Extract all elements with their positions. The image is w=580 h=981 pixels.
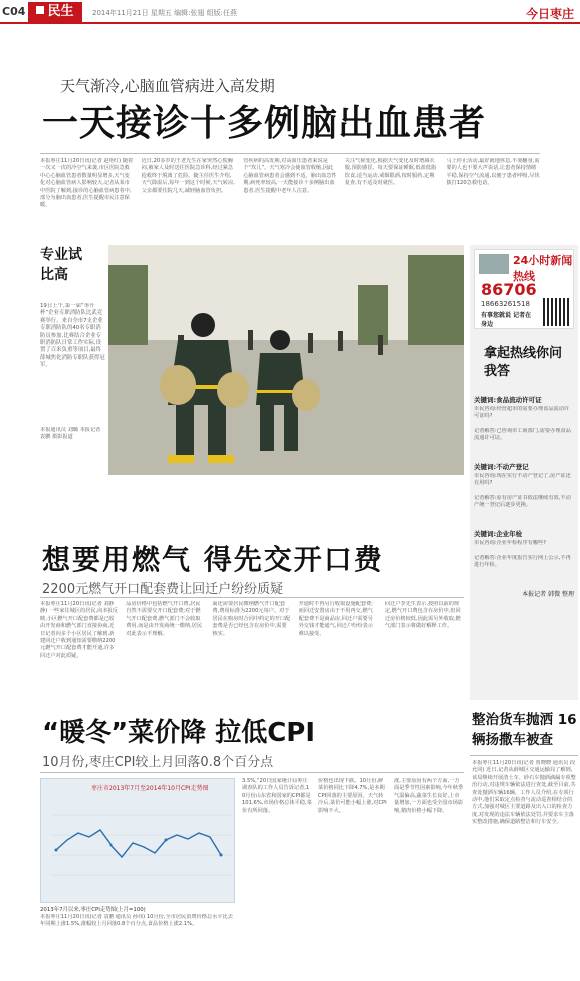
story2-col-4: 开通时不再另行收取设施配套费;而回迁安置房由于不用再交,燃气配套费不是商品房,回迁户需要另外交钱才能通气,回迁户纷纷表示难以接受。 bbox=[298, 601, 373, 637]
photo-title: 专业试比高 bbox=[40, 247, 82, 283]
story1-body bbox=[40, 158, 540, 236]
qa-key-3: 关键词:企业年检 bbox=[474, 530, 523, 538]
cpi-chart bbox=[40, 778, 235, 903]
story2-subhead: 2200元燃气开口配套费让回迁户纷纷质疑 bbox=[42, 582, 284, 597]
story4-headline: 整治货车抛洒 16辆扬撒车被查 bbox=[472, 712, 577, 748]
section-label: 民生 bbox=[28, 2, 82, 22]
hotline-card bbox=[474, 249, 574, 329]
qa-a-1: 记者解答:已咨询市工商部门,需要办理食品流通许可证。 bbox=[474, 428, 571, 442]
newspaper-brand: 今日枣庄 bbox=[525, 7, 574, 21]
qa-key-1: 关键词:食品流动许可证 bbox=[474, 396, 542, 404]
hotline-badge: 24小时新闻热线 bbox=[513, 254, 573, 283]
story3-headline: “暖冬”菜价降 拉低CPI bbox=[42, 718, 316, 748]
story2-col-2: 品房价格中包括燃气开口费,居民自然不需要交开口配套费;对于燃气开口配套费,燃气部门不会收取费用,而是由开发商统一缴纳,居民对此表示不理解。 bbox=[126, 601, 203, 637]
photo-firefighters bbox=[108, 245, 464, 475]
page-number: C04 bbox=[2, 5, 26, 18]
story2-body bbox=[40, 601, 464, 691]
story1-col-5: 马上停止活动,最好就地休息,不要翻身,需要的人也不要大声说话,让患者保持情绪平稳,保持空气流通,以便于患者呼吸,尽快拨打120急救电话。 bbox=[446, 158, 540, 187]
story2-headline: 想要用燃气 得先交开口费 bbox=[42, 543, 384, 576]
story4-body: 本报枣庄11月20日讯(记者 贾晓晓 通讯员 段允同) 近日,记者从薛城区交通运输局了解到,该局继续开展渣土车、砂石车抛洒滴漏专项整治行动,对违规车辆依法进行查处,截至目前,共查处抛洒车辆16辆。工作人员介绍,在专项行动中,他们采取定点检查与流动巡查相结合的方式,加强对城区主要道路及出入口的检查力度,对发现的违法车辆依法处罚,并要求车主落实整改措施,确保道路整洁和行车安全。 bbox=[472, 760, 576, 826]
van-icon bbox=[479, 254, 509, 274]
story3-col-3: 价格也出现下跌。10月份,鲜菜价格同比下降4.7%,是本期CPI回落的主要原因。天气转冷后,菜价可能小幅上涨,对CPI影响不大。 bbox=[318, 778, 387, 814]
photo-credit: 本报通讯员 刘璐 本报记者 袁鹏 摄影报道 bbox=[40, 427, 101, 441]
story2-col-3: 面还需要居民缴纳燃气开口配套费,费用标准为2200元每户。对于居民在购房时合同中约定的开口配套费是否已经包含在房价中,需要核实。 bbox=[212, 601, 291, 637]
story1-col-1: 本报枣庄11月20日讯(记者 赵艳红) 随着一次又一次的冷空气来袭,市区医院急救中心心脑血管患者数量明显增多,天气变化对心脑血管病人影响较大,记者从某市中医院了解到,接诊的心脑血管病患者中,部分为脑出血患者,医生提醒市民注意保暖。 bbox=[40, 158, 134, 209]
qa-key-2: 关键词:不动产登记 bbox=[474, 463, 529, 471]
story1-col-4: 关注气候变化,根据天气变化及时增减衣服,预防感冒。每天要保证睡眠,低盐低脂饮食,适当运动,戒烟限酒,按时服药,定期复查,有不适及时就医。 bbox=[344, 158, 437, 187]
story3-body bbox=[242, 778, 464, 963]
photo-caption: 19日上午,第一届“枣升杯”企业专职消防队比武竞赛举行。来自全市7支企业专职消防队的40名专职消防员参加,比赛结合企业专职消防队日常工作实际,设置了百米负重等项目,最终薛城焦化消防专职队获得冠军。 bbox=[40, 303, 105, 369]
hotline-mobile[interactable]: 18663261518 bbox=[481, 300, 530, 308]
issue-meta: 2014年11月21日 星期五 编辑:张翅 组版:任燕 bbox=[92, 9, 238, 17]
story1-kicker: 天气渐冷,心脑血管病进入高发期 bbox=[60, 77, 275, 95]
story2-col-5: 回迁户李先生表示,按照以前的规定,燃气开口费包含在房价中,但回迁房价格较低,因此需另外收取,燃气部门表示将做好解释工作。 bbox=[384, 601, 461, 630]
hotline-slogan: 有事您就说 记者在身边 bbox=[481, 312, 532, 328]
qa-a-3: 记者解答:企业年度报告实行网上公示,不再进行年检。 bbox=[474, 555, 571, 569]
qa-q-3: 市民咨询:企业年检程序有哪些? bbox=[474, 540, 546, 546]
hotline-credit: 本报记者 韩微 整理 bbox=[522, 591, 574, 598]
story3-col-4: 涨,主要原因有两个方面,一方面是季节性因素影响,今年秋季气温偏高,蔬菜生长良好,上市量增加,一方面也受全国市场影响,猪肉价格小幅下降。 bbox=[394, 778, 464, 814]
qa-a-2: 记者解答:原有房产证书依法继续有效,不动产统一登记后逐步更换。 bbox=[474, 495, 571, 509]
hotline-title: 拿起热线你问我答 bbox=[484, 346, 563, 379]
story3-col-1: 本报枣庄11月20日讯(记者 袁鹏 通讯员 孙伟) 10月份,全市居民消费价格总水平比去年同期上涨1.5%,涨幅较上月回落0.8个百分点,食品价格上涨2.1%。 bbox=[40, 914, 233, 928]
page-header bbox=[0, 0, 580, 24]
hotline-sidebar bbox=[470, 245, 578, 700]
qr-code-icon bbox=[543, 298, 571, 326]
hotline-phone[interactable]: 86706 bbox=[481, 280, 537, 299]
qa-q-1: 市民咨询:经营超市的需要办理食品流动许可证吗? bbox=[474, 406, 570, 420]
story3-col-2: 3.5%,“20日国家统计局枣庄调查队的工作人员告诉记者,10月份山东省和国家的CPI都是101.6%,市场价格总体平稳,菜价有所回落。 bbox=[242, 778, 312, 814]
story1-col-3: 管疾病的高发期,对高血压患者来说是个“坎儿”。天气寒冷会使血管收缩,因此心脑血管病患者会感到不适。脑出血急性期,病死率较高,一天能接诊十多例脑出血患者,医生提醒中老年人注意。 bbox=[243, 158, 337, 194]
qa-q-2: 市民咨询:现在实行不动产登记了,房产证还有用吗? bbox=[474, 473, 571, 487]
cpi-chart-title: 枣庄市2013年7月至2014年10月CPI走势图 bbox=[91, 785, 209, 792]
story1-col-2: 近日,20多岁的王老先生在家突然心慌胸闷,被家人及时送往医院急诊科,经过紧急抢救终于脱离了危险。随主任医生介绍,天气降温后,每年一到这个时候,天气转凉,父亲都要住院几天,减轻脑血管负担。 bbox=[141, 158, 235, 194]
section-square-icon bbox=[36, 6, 44, 14]
story3-subhead: 10月份,枣庄CPI较上月回落0.8个百分点 bbox=[42, 755, 274, 770]
story1-headline: 一天接诊十多例脑出血患者 bbox=[42, 103, 487, 144]
story2-col-1: 本报枣庄11月20日讯(记者 刘静静) 一些家住城区的居民,向本报反映,小区燃气开口配套费都是已收由开发商和燃气部门直接协商,近日记者向多个小区居民了解到,新建回迁户收到通知需要缴纳2200元燃气开口配套费才能开通,许多回迁户对此质疑。 bbox=[40, 601, 118, 659]
cpi-chart-note: 2013年7月以来,枣庄CPI走势图(上月=100) bbox=[40, 907, 146, 913]
